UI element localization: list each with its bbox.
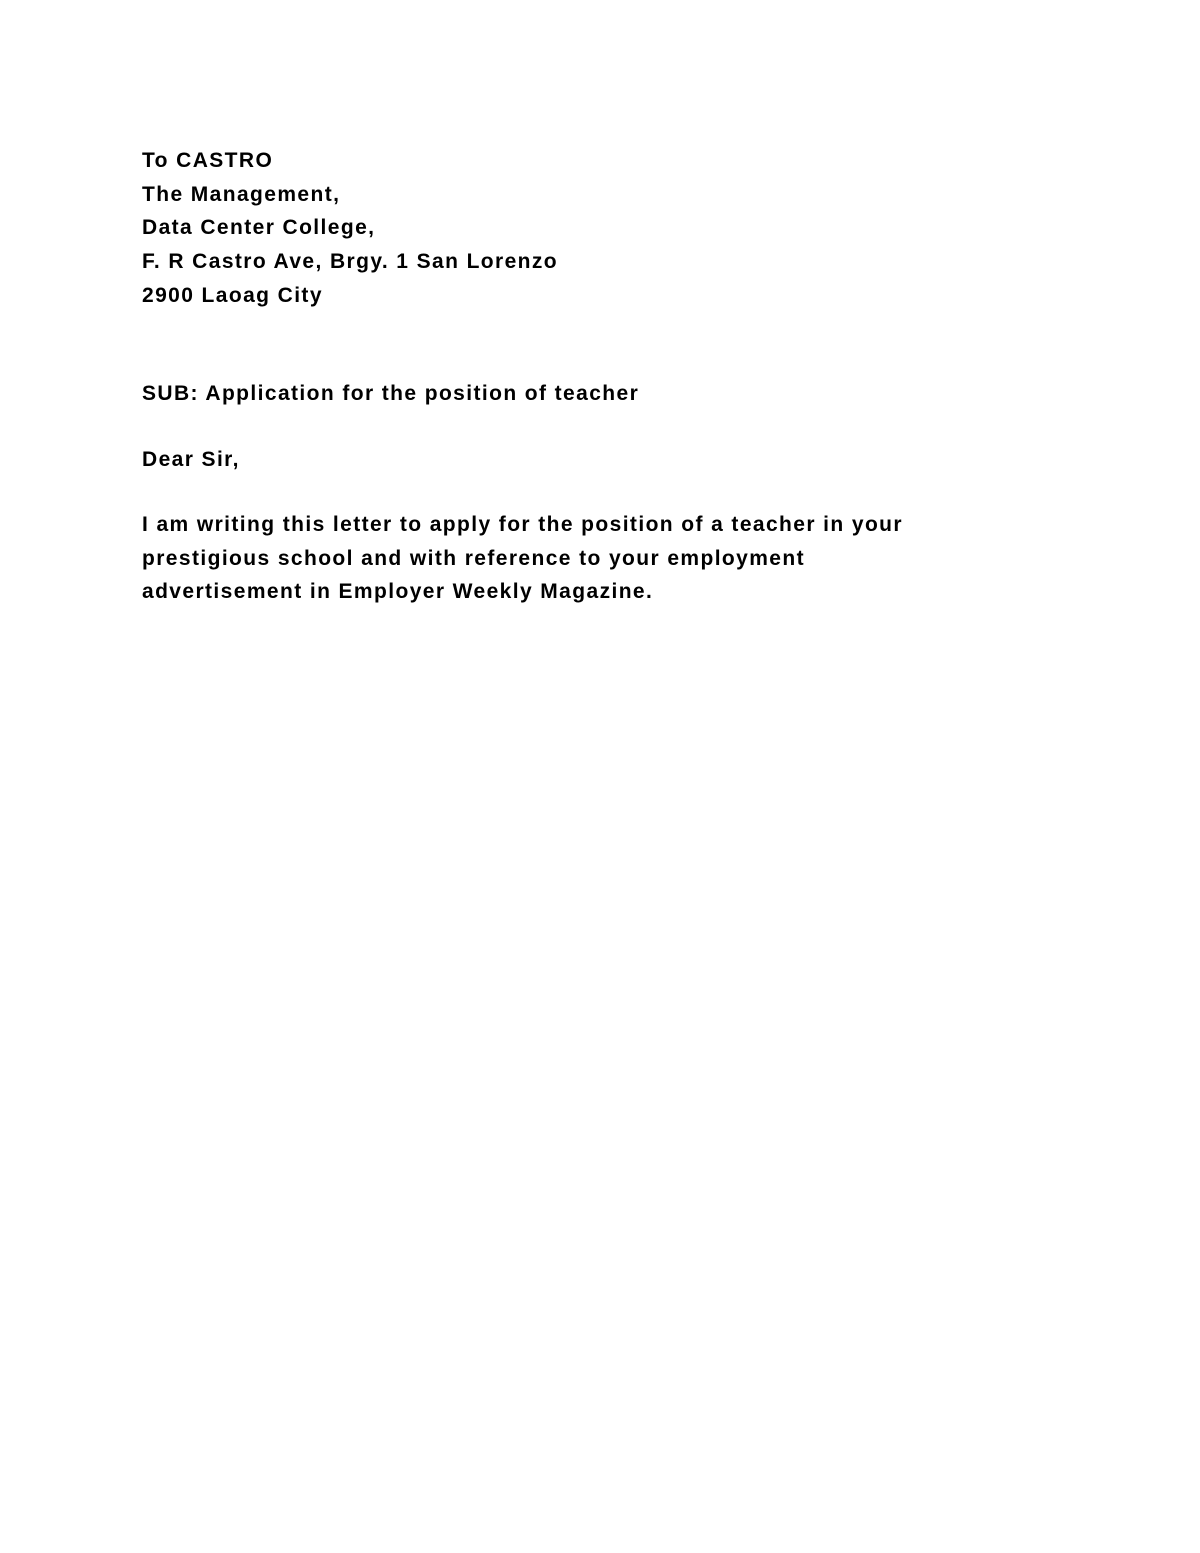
recipient-address [142, 144, 1062, 313]
salutation [142, 443, 1062, 477]
address-line-street: F. R Castro Ave, Brgy. 1 San Lorenzo [142, 250, 559, 274]
address-line-recipient: To CASTRO [142, 149, 274, 172]
salutation-text: Dear Sir, [142, 448, 240, 472]
body-line: prestigious school and with reference to your employment [142, 546, 806, 570]
address-line-city: 2900 Laoag City [142, 283, 323, 307]
subject-line [142, 377, 1062, 411]
body-paragraph [142, 508, 1062, 609]
letter-body [142, 144, 1062, 609]
body-line: advertisement in Employer Weekly Magazine. [142, 580, 654, 604]
address-line-department: The Management, [142, 182, 341, 206]
address-line-institution: Data Center College, [142, 216, 376, 240]
subject-text: SUB: Application for the position of teacher [142, 381, 640, 405]
body-line: I am writing this letter to apply for the position of a teacher in your [142, 512, 903, 536]
